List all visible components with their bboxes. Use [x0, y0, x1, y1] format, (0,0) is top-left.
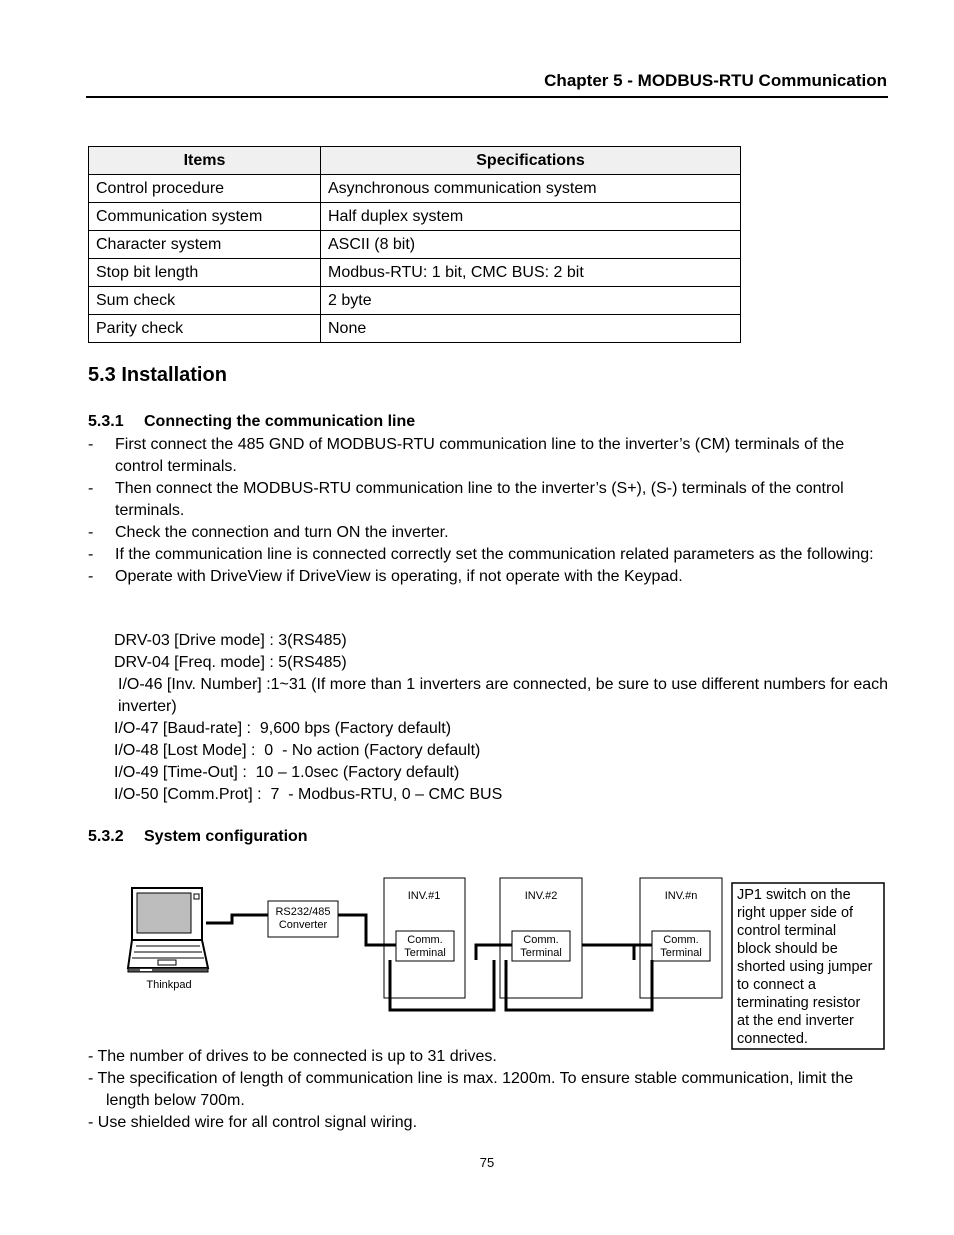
- list-item-text: Check the connection and turn ON the inverter.: [115, 524, 449, 541]
- jp1-note-text: [737, 887, 873, 1047]
- bullet-dash: -: [88, 568, 94, 585]
- subsection-text: Connecting the communication line: [144, 413, 416, 430]
- list-item: [88, 522, 888, 544]
- computer-label: Thinkpad: [146, 979, 192, 991]
- param-line: I/O-49 [Time-Out] : 10 – 1.0sec (Factory default): [114, 764, 460, 781]
- parameter-settings: [114, 630, 894, 806]
- bullet-dash: -: [88, 436, 94, 453]
- note-line: to connect a: [737, 977, 816, 993]
- spec-value: 2 byte: [321, 287, 741, 315]
- list-item-text: If the communication line is connected correctly set the communication related parameters as the following:: [115, 546, 874, 563]
- list-item: [88, 478, 888, 522]
- laptop-icon: [128, 888, 208, 972]
- spec-header-specifications: Specifications: [321, 147, 741, 175]
- note-line: terminating resistor: [737, 995, 861, 1011]
- note-line: right upper side of: [737, 905, 854, 921]
- spec-value: Asynchronous communication system: [321, 175, 741, 203]
- subsection-number: 5.3.1: [88, 413, 124, 430]
- param-line: I/O-47 [Baud-rate] : 9,600 bps (Factory default): [114, 720, 452, 737]
- spec-table-header-row: [89, 147, 741, 175]
- list-item: [88, 544, 888, 566]
- terminal-label: Terminal: [660, 947, 702, 959]
- note-line: JP1 switch on the: [737, 887, 851, 903]
- header-rule: [86, 96, 888, 98]
- param-line: DRV-04 [Freq. mode] : 5(RS485): [114, 654, 347, 671]
- terminal-label: Terminal: [520, 947, 562, 959]
- chapter-header: Chapter 5 - MODBUS-RTU Communication: [544, 71, 887, 90]
- inverter-2-label: INV.#2: [524, 890, 558, 902]
- param-line: I/O-46 [Inv. Number] :1~31 (If more than 1 inverters are connected, be sure to use different numbers for each inverter): [118, 676, 893, 715]
- note-line: connected.: [737, 1031, 808, 1047]
- inverter-n-label: INV.#n: [664, 890, 698, 902]
- table-row: [89, 231, 741, 259]
- spec-value: Half duplex system: [321, 203, 741, 231]
- spec-item: Character system: [89, 231, 321, 259]
- spec-value: Modbus-RTU: 1 bit, CMC BUS: 2 bit: [321, 259, 741, 287]
- terminal-label: Comm.: [523, 934, 559, 946]
- spec-value: None: [321, 315, 741, 343]
- terminal-label: Terminal: [404, 947, 446, 959]
- param-line: I/O-50 [Comm.Prot] : 7 - Modbus-RTU, 0 – CMC BUS: [114, 786, 503, 803]
- table-row: [89, 175, 741, 203]
- converter-label: RS232/485: [275, 906, 331, 918]
- subsection-title-system-config: [88, 828, 308, 846]
- spec-item: Parity check: [89, 315, 321, 343]
- section-title: 5.3 Installation: [88, 364, 227, 386]
- list-item: [88, 566, 888, 588]
- spec-item: Sum check: [89, 287, 321, 315]
- param-line: DRV-03 [Drive mode] : 3(RS485): [114, 632, 347, 649]
- spec-value: ASCII (8 bit): [321, 231, 741, 259]
- subsection-text: System configuration: [144, 828, 308, 845]
- list-item: - The specification of length of communication line is max. 1200m. To ensure stable communication, limit the length below 700m.: [88, 1070, 854, 1109]
- serial-cable: [206, 915, 268, 923]
- system-configuration-diagram: [120, 870, 890, 1055]
- wiring-notes-list: [88, 1046, 893, 1134]
- terminal-label: Comm.: [407, 934, 443, 946]
- spec-table: [88, 146, 741, 343]
- subsection-number: 5.3.2: [88, 828, 124, 845]
- connection-steps-list: [88, 434, 888, 588]
- spec-item: Stop bit length: [89, 259, 321, 287]
- list-item: [88, 434, 888, 478]
- table-row: [89, 287, 741, 315]
- list-item: - Use shielded wire for all control signal wiring.: [88, 1114, 418, 1131]
- param-line: I/O-48 [Lost Mode] : 0 - No action (Factory default): [114, 742, 481, 759]
- list-item-text: Operate with DriveView if DriveView is operating, if not operate with the Keypad.: [115, 568, 683, 585]
- spec-header-items: Items: [89, 147, 321, 175]
- list-item: - The number of drives to be connected is up to 31 drives.: [88, 1048, 497, 1065]
- note-line: shorted using jumper: [737, 959, 873, 975]
- table-row: [89, 259, 741, 287]
- note-line: at the end inverter: [737, 1013, 854, 1029]
- page-number: 75: [479, 1155, 495, 1170]
- bullet-dash: -: [88, 546, 94, 563]
- table-row: [89, 203, 741, 231]
- converter-label: Converter: [278, 919, 328, 931]
- bullet-dash: -: [88, 524, 94, 541]
- inverter-1-label: INV.#1: [407, 890, 441, 902]
- terminal-label: Comm.: [663, 934, 699, 946]
- bullet-dash: -: [88, 480, 94, 497]
- table-row: [89, 315, 741, 343]
- note-line: block should be: [737, 941, 838, 957]
- note-line: control terminal: [737, 923, 837, 939]
- list-item-text: Then connect the MODBUS-RTU communication line to the inverter’s (S+), (S-) terminals of the control terminals.: [115, 480, 844, 519]
- spec-item: Control procedure: [89, 175, 321, 203]
- subsection-title-connecting: [88, 413, 415, 431]
- spec-item: Communication system: [89, 203, 321, 231]
- list-item-text: First connect the 485 GND of MODBUS-RTU communication line to the inverter’s (CM) terminals of the control terminals.: [115, 436, 845, 475]
